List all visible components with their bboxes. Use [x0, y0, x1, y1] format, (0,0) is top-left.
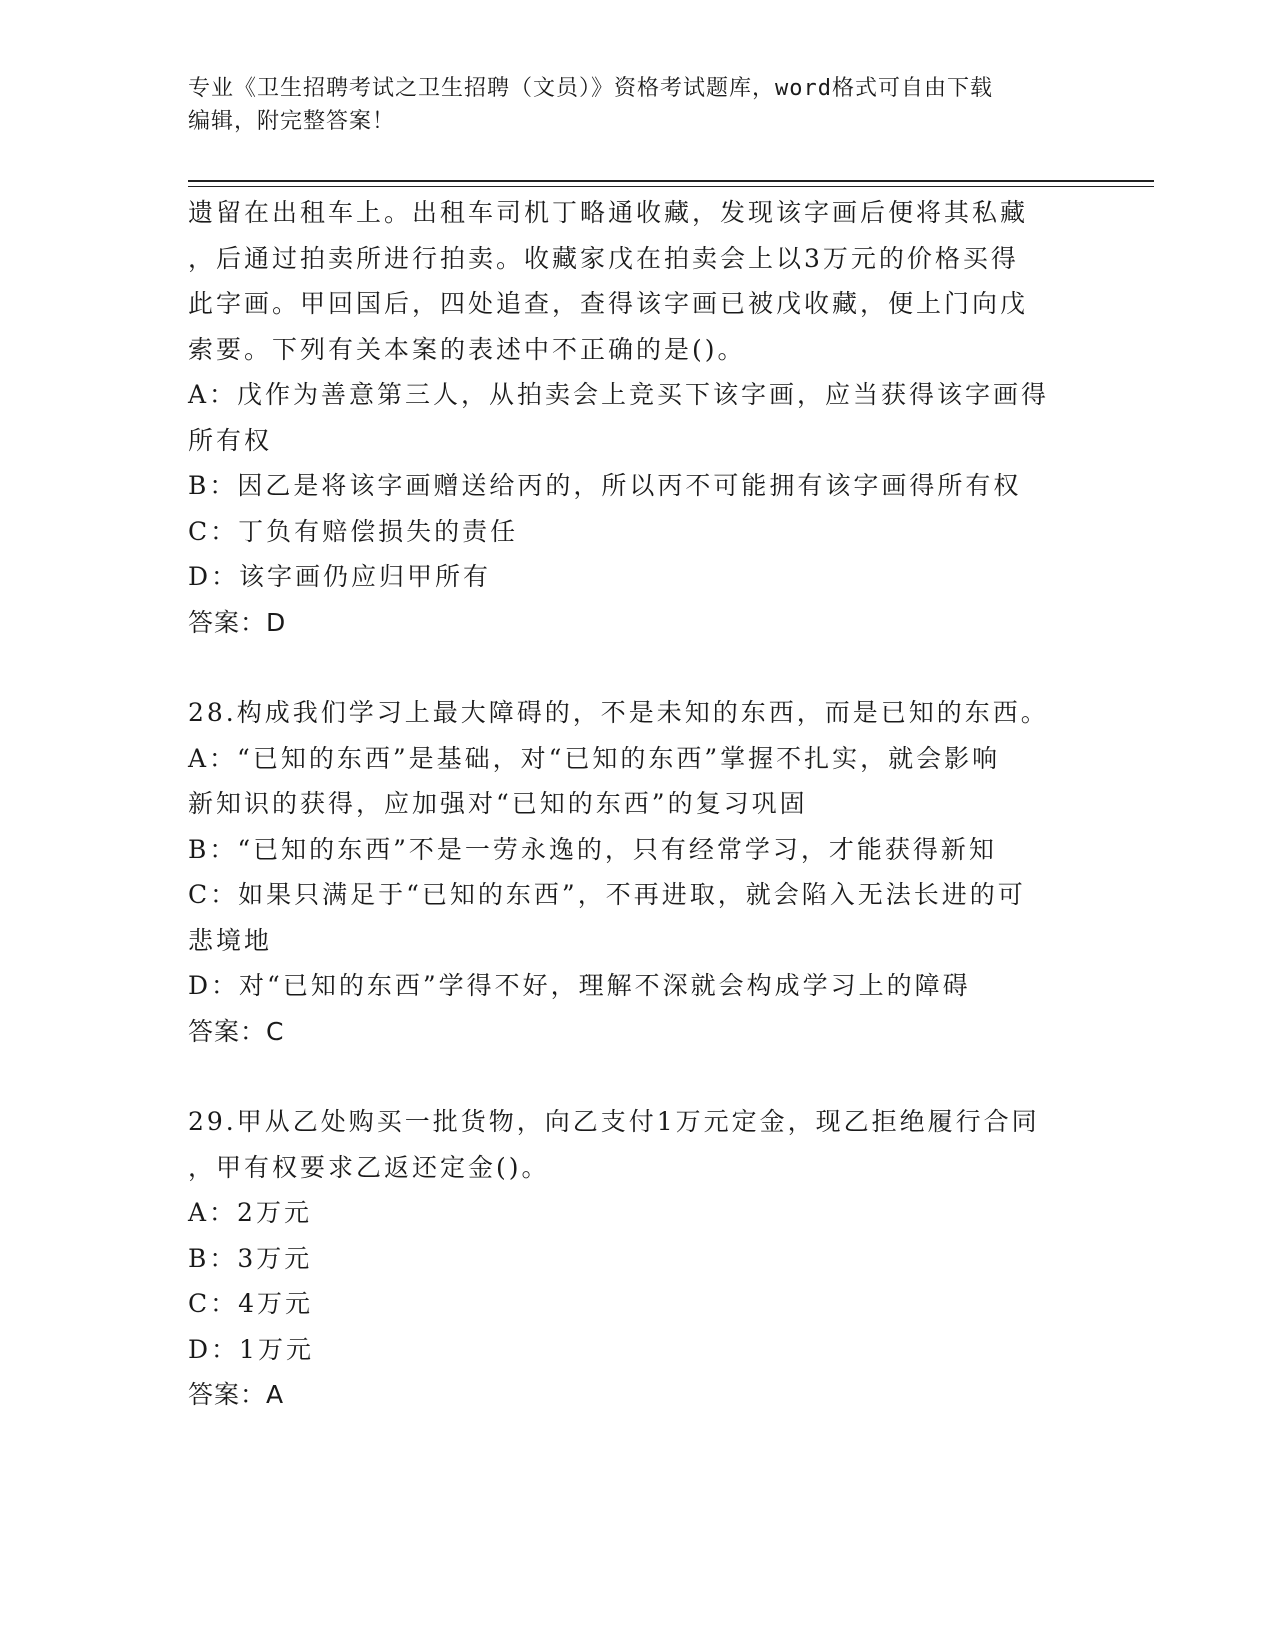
option-c: C：如果只满足于“已知的东西”，不再进取，就会陷入无法长进的可: [188, 880, 1026, 909]
spacer: [188, 1054, 1088, 1099]
option-d: D：对“已知的东西”学得不好，理解不深就会构成学习上的障碍: [188, 971, 971, 1000]
option-a-continued: 所有权: [188, 425, 273, 455]
question-27: [188, 190, 1088, 645]
question-stem-line: 索要。下列有关本案的表述中不正确的是()。: [188, 334, 746, 364]
option-b: B：3万元: [188, 1243, 313, 1273]
option-c: C：4万元: [188, 1289, 314, 1318]
header-rule-thin: [188, 186, 1154, 187]
option-b: B：“已知的东西”不是一劳永逸的，只有经常学习，才能获得新知: [188, 834, 997, 864]
question-stem-line: 遗留在出租车上。出租车司机丁略通收藏，发现该字画后便将其私藏: [188, 198, 1029, 227]
option-c: C：丁负有赔偿损失的责任: [188, 516, 519, 546]
option-c-continued: 悲境地: [188, 925, 273, 955]
option-a: A：2万元: [188, 1198, 312, 1227]
header-line-1: 专业《卫生招聘考试之卫生招聘（文员）》资格考试题库，word格式可自由下载: [188, 76, 993, 101]
option-a: A：戊作为善意第三人，从拍卖会上竞买下该字画，应当获得该字画得: [188, 380, 1050, 409]
header-line-2: 编辑，附完整答案！: [188, 109, 396, 134]
header-rule-thick: [188, 180, 1154, 182]
question-stem-line: 28.构成我们学习上最大障碍的，不是未知的东西，而是已知的东西。: [188, 698, 1049, 727]
answer-line: 答案：C: [188, 1016, 285, 1046]
option-a-continued: 新知识的获得，应加强对“已知的东西”的复习巩固: [188, 789, 808, 818]
spacer: [188, 645, 1088, 690]
document-header: [188, 72, 1068, 138]
question-stem-line: ，甲有权要求乙返还定金()。: [188, 1152, 550, 1182]
option-d: D：该字画仍应归甲所有: [188, 562, 492, 591]
option-b: B：因乙是将该字画赠送给丙的，所以丙不可能拥有该字画得所有权: [188, 471, 1022, 500]
option-d: D：1万元: [188, 1334, 314, 1364]
question-stem-line: 29.甲从乙处购买一批货物，向乙支付1万元定金，现乙拒绝履行合同: [188, 1107, 1040, 1136]
question-stem-line: ，后通过拍卖所进行拍卖。收藏家戊在拍卖会上以3万元的价格买得: [188, 243, 1019, 273]
option-a: A：“已知的东西”是基础，对“已知的东西”掌握不扎实，就会影响: [188, 743, 1001, 773]
answer-line: 答案：A: [188, 1380, 285, 1409]
question-29: [188, 1099, 1088, 1418]
question-list: [188, 190, 1088, 1418]
answer-line: 答案：D: [188, 607, 287, 637]
question-stem-line: 此字画。甲回国后，四处追查，查得该字画已被戊收藏，便上门向戊: [188, 289, 1029, 318]
question-28: [188, 690, 1088, 1054]
